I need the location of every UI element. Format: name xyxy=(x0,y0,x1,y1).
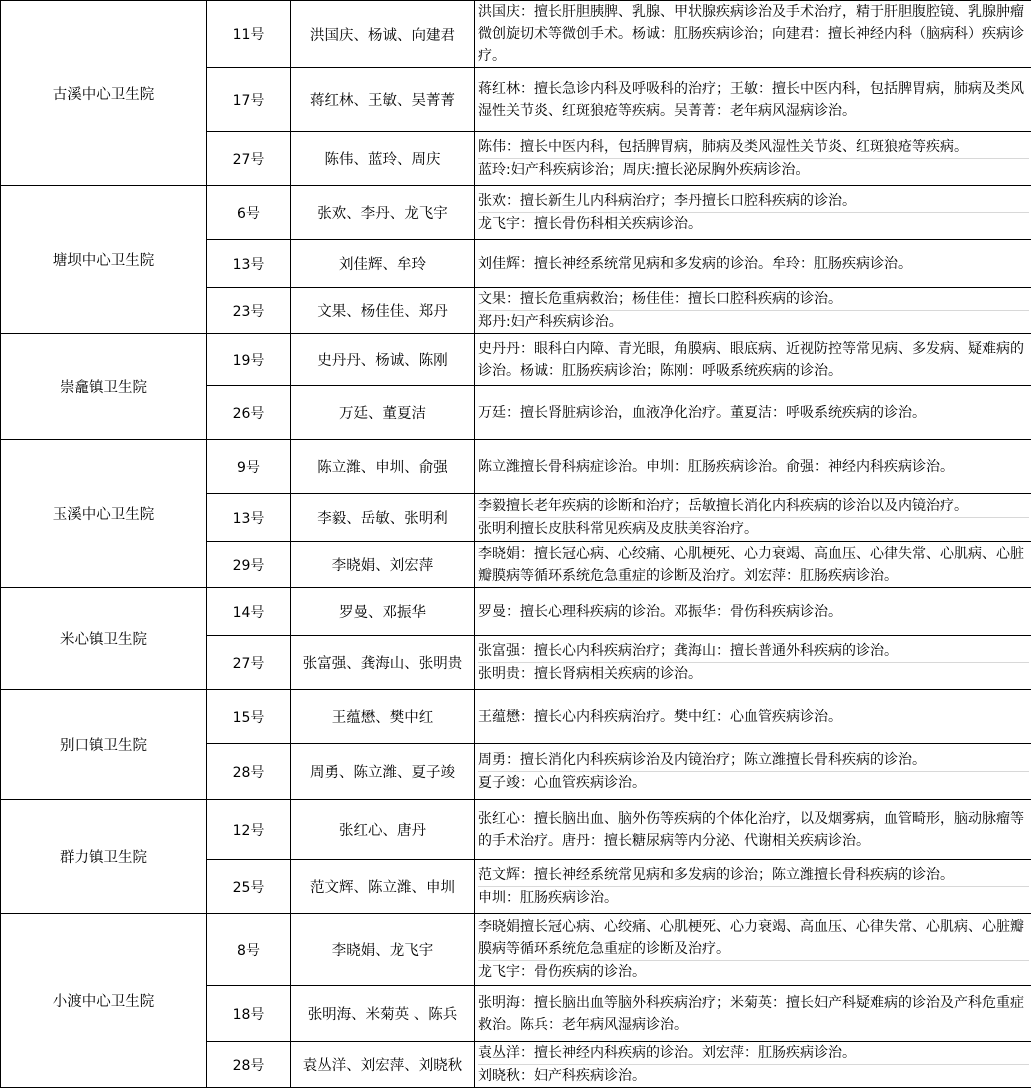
date-cell: 13号 xyxy=(207,240,291,288)
doctors-cell: 王蕴懋、樊中红 xyxy=(291,690,475,744)
specialty-cell xyxy=(475,914,1031,986)
specialty-line: 张富强：擅长心内科疾病治疗；龚海山：擅长普通外科疾病的诊治。 xyxy=(478,640,1029,662)
hospital-name: 古溪中心卫生院 xyxy=(1,1,207,186)
table-row xyxy=(1,800,1031,860)
date-cell: 18号 xyxy=(207,986,291,1042)
date-cell: 11号 xyxy=(207,1,291,68)
table-row xyxy=(1,1,1031,68)
date-cell: 27号 xyxy=(207,132,291,186)
specialty-cell xyxy=(475,800,1031,860)
specialty-cell xyxy=(475,440,1031,494)
doctors-cell: 张富强、龚海山、张明贵 xyxy=(291,636,475,690)
specialty-cell xyxy=(475,386,1031,440)
doctors-cell: 陈立潍、申圳、俞强 xyxy=(291,440,475,494)
doctors-cell: 陈伟、蓝玲、周庆 xyxy=(291,132,475,186)
specialty-cell xyxy=(475,690,1031,744)
date-cell: 26号 xyxy=(207,386,291,440)
specialty-cell xyxy=(475,240,1031,288)
hospital-name: 别口镇卫生院 xyxy=(1,690,207,800)
doctors-cell: 文果、杨佳佳、郑丹 xyxy=(291,288,475,334)
doctors-cell: 洪国庆、杨诚、向建君 xyxy=(291,1,475,68)
doctors-cell: 范文辉、陈立潍、申圳 xyxy=(291,860,475,914)
table-row xyxy=(1,440,1031,494)
specialty-line: 袁丛洋：擅长神经内科疾病的诊治。刘宏萍：肛肠疾病诊治。 xyxy=(478,1042,1029,1064)
table-row xyxy=(1,186,1031,240)
hospital-name: 米心镇卫生院 xyxy=(1,588,207,690)
doctors-cell: 蒋红林、王敏、吴菁菁 xyxy=(291,68,475,132)
hospital-name: 玉溪中心卫生院 xyxy=(1,440,207,588)
specialty-cell xyxy=(475,132,1031,186)
specialty-line: 张红心：擅长脑出血、脑外伤等疾病的个体化治疗，以及烟雾病，血管畸形，脑动脉瘤等的手术治疗。唐丹：擅长糖尿病等内分泌、代谢相关疾病诊治。 xyxy=(478,808,1029,852)
specialty-line: 刘佳辉：擅长神经系统常见病和多发病的诊治。牟玲：肛肠疾病诊治。 xyxy=(478,253,1029,275)
specialty-line: 申圳：肛肠疾病诊治。 xyxy=(478,886,1029,909)
date-cell: 17号 xyxy=(207,68,291,132)
table-row xyxy=(1,914,1031,986)
specialty-cell xyxy=(475,288,1031,334)
doctors-cell: 罗曼、邓振华 xyxy=(291,588,475,636)
date-cell: 6号 xyxy=(207,186,291,240)
doctors-cell: 史丹丹、杨诚、陈刚 xyxy=(291,334,475,386)
specialty-line: 范文辉：擅长神经系统常见病和多发病的诊治；陈立潍擅长骨科疾病的诊治。 xyxy=(478,864,1029,886)
date-cell: 28号 xyxy=(207,744,291,800)
specialty-line: 文果：擅长危重病救治；杨佳佳：擅长口腔科疾病的诊治。 xyxy=(478,288,1029,310)
doctors-cell: 袁丛洋、刘宏萍、刘晓秋 xyxy=(291,1042,475,1088)
date-cell: 25号 xyxy=(207,860,291,914)
specialty-cell xyxy=(475,542,1031,588)
doctors-cell: 刘佳辉、牟玲 xyxy=(291,240,475,288)
specialty-cell xyxy=(475,186,1031,240)
specialty-line: 罗曼：擅长心理科疾病的诊治。邓振华：骨伤科疾病诊治。 xyxy=(478,601,1029,623)
specialty-line: 夏子竣：心血管疾病诊治。 xyxy=(478,771,1029,794)
hospital-name: 崇龕镇卫生院 xyxy=(1,334,207,440)
specialty-cell xyxy=(475,68,1031,132)
specialty-line: 陈伟：擅长中医内科，包括脾胃病，肺病及类风湿性关节炎、红斑狼疮等疾病。 xyxy=(478,136,1029,158)
specialty-line: 李晓娟：擅长冠心病、心绞痛、心肌梗死、心力衰竭、高血压、心律失常、心肌病、心脏瓣膜病等循环系统危急重症的诊断及治疗。刘宏萍：肛肠疾病诊治。 xyxy=(478,543,1029,587)
specialty-cell xyxy=(475,494,1031,542)
specialty-line: 郑丹:妇产科疾病诊治。 xyxy=(478,310,1029,333)
date-cell: 27号 xyxy=(207,636,291,690)
specialty-cell xyxy=(475,860,1031,914)
specialty-line: 张明利擅长皮肤科常见疾病及皮肤美容治疗。 xyxy=(478,517,1029,540)
date-cell: 29号 xyxy=(207,542,291,588)
specialty-line: 龙飞宇：擅长骨伤科相关疾病诊治。 xyxy=(478,212,1029,235)
specialty-cell xyxy=(475,334,1031,386)
date-cell: 23号 xyxy=(207,288,291,334)
specialty-line: 张明贵：擅长肾病相关疾病的诊治。 xyxy=(478,662,1029,685)
date-cell: 12号 xyxy=(207,800,291,860)
specialty-line: 张欢：擅长新生儿内科病治疗；李丹擅长口腔科疾病的诊治。 xyxy=(478,190,1029,212)
specialty-line: 陈立潍擅长骨科病症诊治。申圳：肛肠疾病诊治。俞强：神经内科疾病诊治。 xyxy=(478,456,1029,478)
specialty-line: 刘晓秋：妇产科疾病诊治。 xyxy=(478,1064,1029,1087)
specialty-line: 张明海：擅长脑出血等脑外科疾病治疗；米菊英：擅长妇产科疑难病的诊治及产科危重症救治。陈兵：老年病风湿病诊治。 xyxy=(478,992,1029,1036)
doctors-cell: 李毅、岳敏、张明利 xyxy=(291,494,475,542)
date-cell: 15号 xyxy=(207,690,291,744)
specialty-line: 洪国庆：擅长肝胆胰脾、乳腺、甲状腺疾病诊治及手术治疗，精于肝胆腹腔镜、乳腺肿瘤微创旋切术等微创手术。杨诚：肛肠疾病诊治；向建君：擅长神经内科（脑病科）疾病诊疗。 xyxy=(478,1,1029,67)
specialty-line: 史丹丹：眼科白内障、青光眼，角膜病、眼底病、近视防控等常见病、多发病、疑难病的诊治。杨诚：肛肠疾病诊治；陈刚：呼吸系统疾病的诊治。 xyxy=(478,338,1029,382)
doctors-cell: 张明海、米菊英 、陈兵 xyxy=(291,986,475,1042)
specialty-cell xyxy=(475,588,1031,636)
specialty-line: 蒋红林：擅长急诊内科及呼吸科的治疗；王敏：擅长中医内科，包括脾胃病，肺病及类风湿性关节炎、红斑狼疮等疾病。吴菁菁：老年病风湿病诊治。 xyxy=(478,78,1029,122)
date-cell: 14号 xyxy=(207,588,291,636)
date-cell: 8号 xyxy=(207,914,291,986)
table-row xyxy=(1,334,1031,386)
doctors-cell: 李晓娟、龙飞宇 xyxy=(291,914,475,986)
specialty-line: 王蕴懋：擅长心内科疾病治疗。樊中红：心血管疾病诊治。 xyxy=(478,706,1029,728)
specialty-line: 万廷：擅长肾脏病诊治，血液净化治疗。董夏洁：呼吸系统疾病的诊治。 xyxy=(478,402,1029,424)
date-cell: 13号 xyxy=(207,494,291,542)
doctors-cell: 张欢、李丹、龙飞宇 xyxy=(291,186,475,240)
hospital-name: 小渡中心卫生院 xyxy=(1,914,207,1088)
doctors-cell: 万廷、董夏洁 xyxy=(291,386,475,440)
table-row xyxy=(1,690,1031,744)
specialty-line: 李毅擅长老年疾病的诊断和治疗；岳敏擅长消化内科疾病的诊治以及内镜治疗。 xyxy=(478,495,1029,517)
specialty-cell xyxy=(475,636,1031,690)
table-row xyxy=(1,588,1031,636)
specialty-cell xyxy=(475,986,1031,1042)
specialty-cell xyxy=(475,744,1031,800)
doctors-cell: 李晓娟、刘宏萍 xyxy=(291,542,475,588)
doctors-cell: 周勇、陈立潍、夏子竣 xyxy=(291,744,475,800)
doctors-cell: 张红心、唐丹 xyxy=(291,800,475,860)
specialty-line: 周勇：擅长消化内科疾病诊治及内镜治疗；陈立潍擅长骨科疾病的诊治。 xyxy=(478,749,1029,771)
date-cell: 9号 xyxy=(207,440,291,494)
hospital-name: 塘坝中心卫生院 xyxy=(1,186,207,334)
specialty-line: 蓝玲:妇产科疾病诊治；周庆:擅长泌尿胸外疾病诊治。 xyxy=(478,158,1029,181)
date-cell: 19号 xyxy=(207,334,291,386)
hospital-name: 群力镇卫生院 xyxy=(1,800,207,914)
date-cell: 28号 xyxy=(207,1042,291,1088)
specialty-line: 李晓娟擅长冠心病、心绞痛、心肌梗死、心力衰竭、高血压、心律失常、心肌病、心脏瓣膜病等循环系统危急重症的诊断及治疗。 xyxy=(478,916,1029,960)
specialty-line: 龙飞宇：骨伤疾病的诊治。 xyxy=(478,960,1029,983)
specialty-cell xyxy=(475,1,1031,68)
